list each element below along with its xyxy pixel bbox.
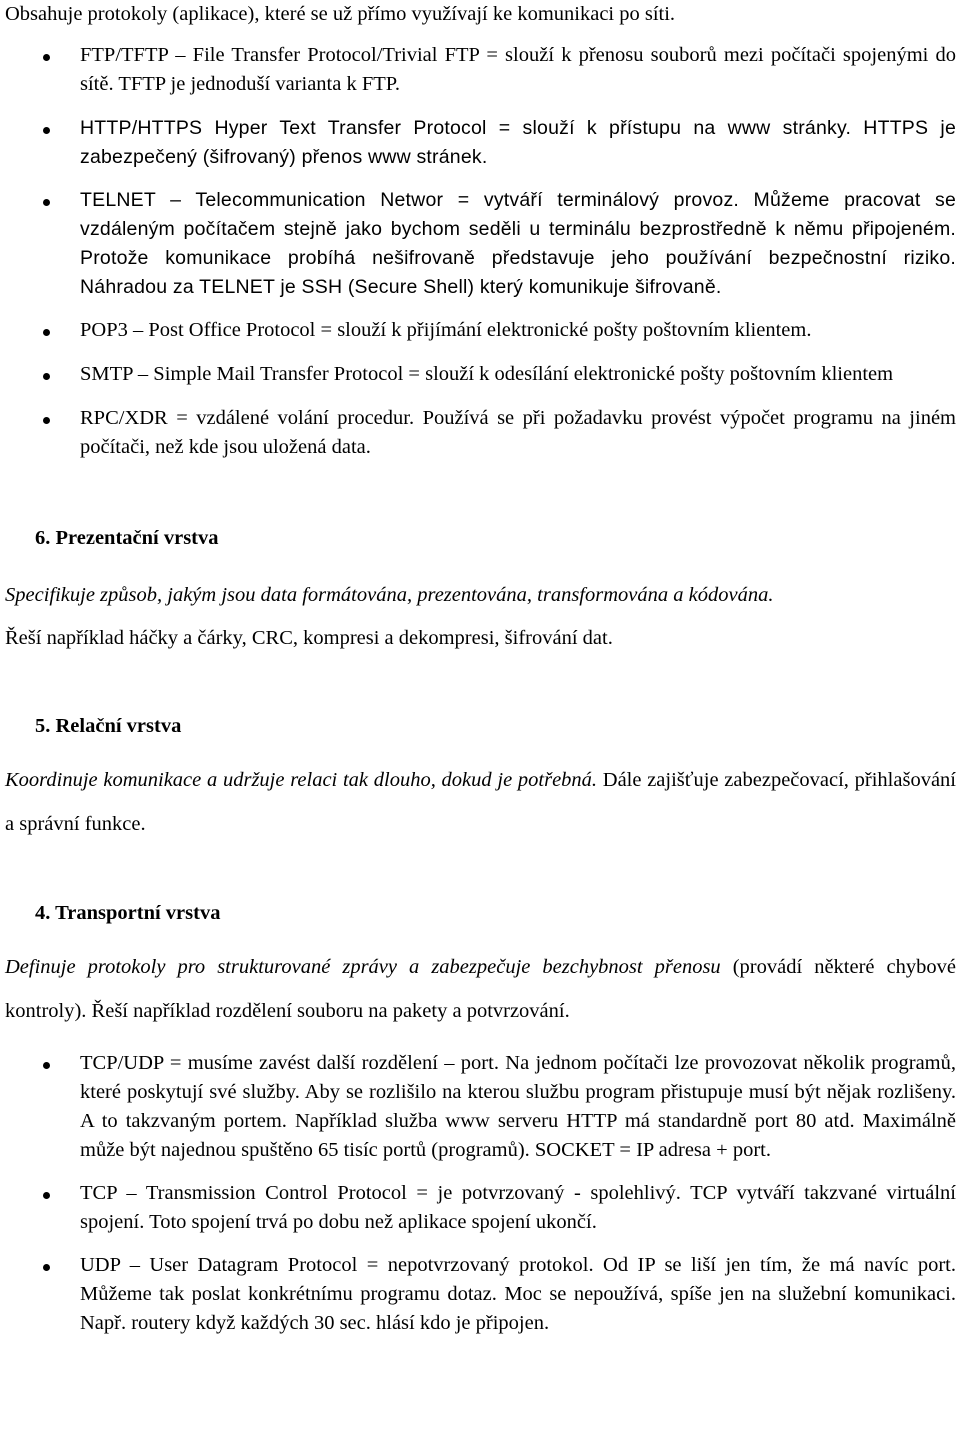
section-italic-text: Specifikuje způsob, jakým jsou data formátována, prezentována, transformována a kódována. xyxy=(5,584,774,606)
section-paragraph xyxy=(5,758,956,846)
list-item xyxy=(5,1251,956,1338)
section-paragraph xyxy=(5,581,956,610)
section-italic-text: Definuje protokoly pro strukturované zprávy a zabezpečuje bezchybnost přenosu xyxy=(5,956,721,978)
section-heading-session: 5. Relační vrstva xyxy=(35,715,182,737)
list-item-text: HTTP/HTTPS Hyper Text Transfer Protocol = slouží k přístupu na www stránky. HTTPS je zabezpečený (šifrovaný) přenos www stránek. xyxy=(80,117,956,168)
bullet-icon xyxy=(43,127,50,134)
list-item xyxy=(5,41,956,99)
list-item-text: UDP – User Datagram Protocol = nepotvrzovaný protokol. Od IP se liší jen tím, že má navíc port. Můžeme tak poslat konkrétnímu programu dotaz. Moc se nepoužívá, spíše jen na služební komunikaci. Např. routery když každých 30 sec. hlásí kdo je připojen. xyxy=(80,1254,956,1334)
bullet-icon xyxy=(43,329,50,336)
list-item xyxy=(5,1179,956,1237)
bullet-icon xyxy=(43,54,50,61)
bullet-icon xyxy=(43,1062,50,1069)
list-item-text: POP3 – Post Office Protocol = slouží k přijímání elektronické pošty poštovním klientem. xyxy=(80,319,812,341)
bullet-icon xyxy=(43,373,50,380)
section-heading-transport: 4. Transportní vrstva xyxy=(35,902,221,924)
transport-protocol-list xyxy=(5,1049,956,1338)
section-paragraph xyxy=(5,624,956,653)
section-text: Dále zajišťuje zabezpečovací, přihlašování a správní funkce. xyxy=(5,769,956,835)
bullet-icon xyxy=(43,417,50,424)
section-italic-text: Koordinuje komunikace a udržuje relaci tak dlouho, dokud je potřebná. xyxy=(5,769,598,791)
list-item-text: TCP/UDP = musíme zavést další rozdělení – port. Na jednom počítači lze provozovat několik programů, které poskytují své služby. Aby se rozlišilo na kterou službu program přistupuje musí být nějak rozlišeny. A to takzvaným portem. Například služba www serveru HTTP má standardně port 80 atd. Maximálně může být najednou spuštěno 65 tisíc portů (programů). SOCKET = IP adresa + port. xyxy=(80,1052,956,1161)
list-item xyxy=(5,114,956,172)
list-item xyxy=(5,316,956,345)
list-item xyxy=(5,186,956,302)
list-item xyxy=(5,1049,956,1165)
list-item xyxy=(5,404,956,462)
list-item-text: FTP/TFTP – File Transfer Protocol/Trivial FTP = slouží k přenosu souborů mezi počítači spojenými do sítě. TFTP je jednoduší varianta k FTP. xyxy=(80,44,956,95)
list-item-text: SMTP – Simple Mail Transfer Protocol = slouží k odesílání elektronické pošty poštovním klientem xyxy=(80,363,894,385)
list-item xyxy=(5,360,956,389)
bullet-icon xyxy=(43,1192,50,1199)
section-paragraph xyxy=(5,945,956,1033)
list-item-text: TCP – Transmission Control Protocol = je potvrzovaný - spolehlivý. TCP vytváří takzvané virtuální spojení. Toto spojení trvá po dobu než aplikace spojení ukončí. xyxy=(80,1182,956,1233)
list-item-text: TELNET – Telecommunication Networ = vytváří terminálový provoz. Můžeme pracovat se vzdáleným počítačem stejně jako bychom seděli u terminálu bezprostředně k němu připojeném. Protože komunikace probíhá nešifrovaně představuje jeho používání bezpečnostní riziko. Náhradou za TELNET je SSH (Secure Shell) který komunikuje šifrovaně. xyxy=(80,189,956,298)
bullet-icon xyxy=(43,1264,50,1271)
list-item-text: RPC/XDR = vzdálené volání procedur. Používá se při požadavku provést výpočet programu na jiném počítači, než kde jsou uložená data. xyxy=(80,407,956,458)
bullet-icon xyxy=(43,199,50,206)
section-text: (provádí některé chybové kontroly). Řeší například rozdělení souboru na pakety a potvrzování. xyxy=(5,956,956,1022)
section-heading-presentation: 6. Prezentační vrstva xyxy=(35,527,219,549)
intro-paragraph: Obsahuje protokoly (aplikace), které se už přímo využívají ke komunikaci po síti. xyxy=(5,3,676,25)
section-text: Řeší například háčky a čárky, CRC, kompresi a dekompresi, šifrování dat. xyxy=(5,627,613,649)
application-protocol-list xyxy=(5,41,956,462)
